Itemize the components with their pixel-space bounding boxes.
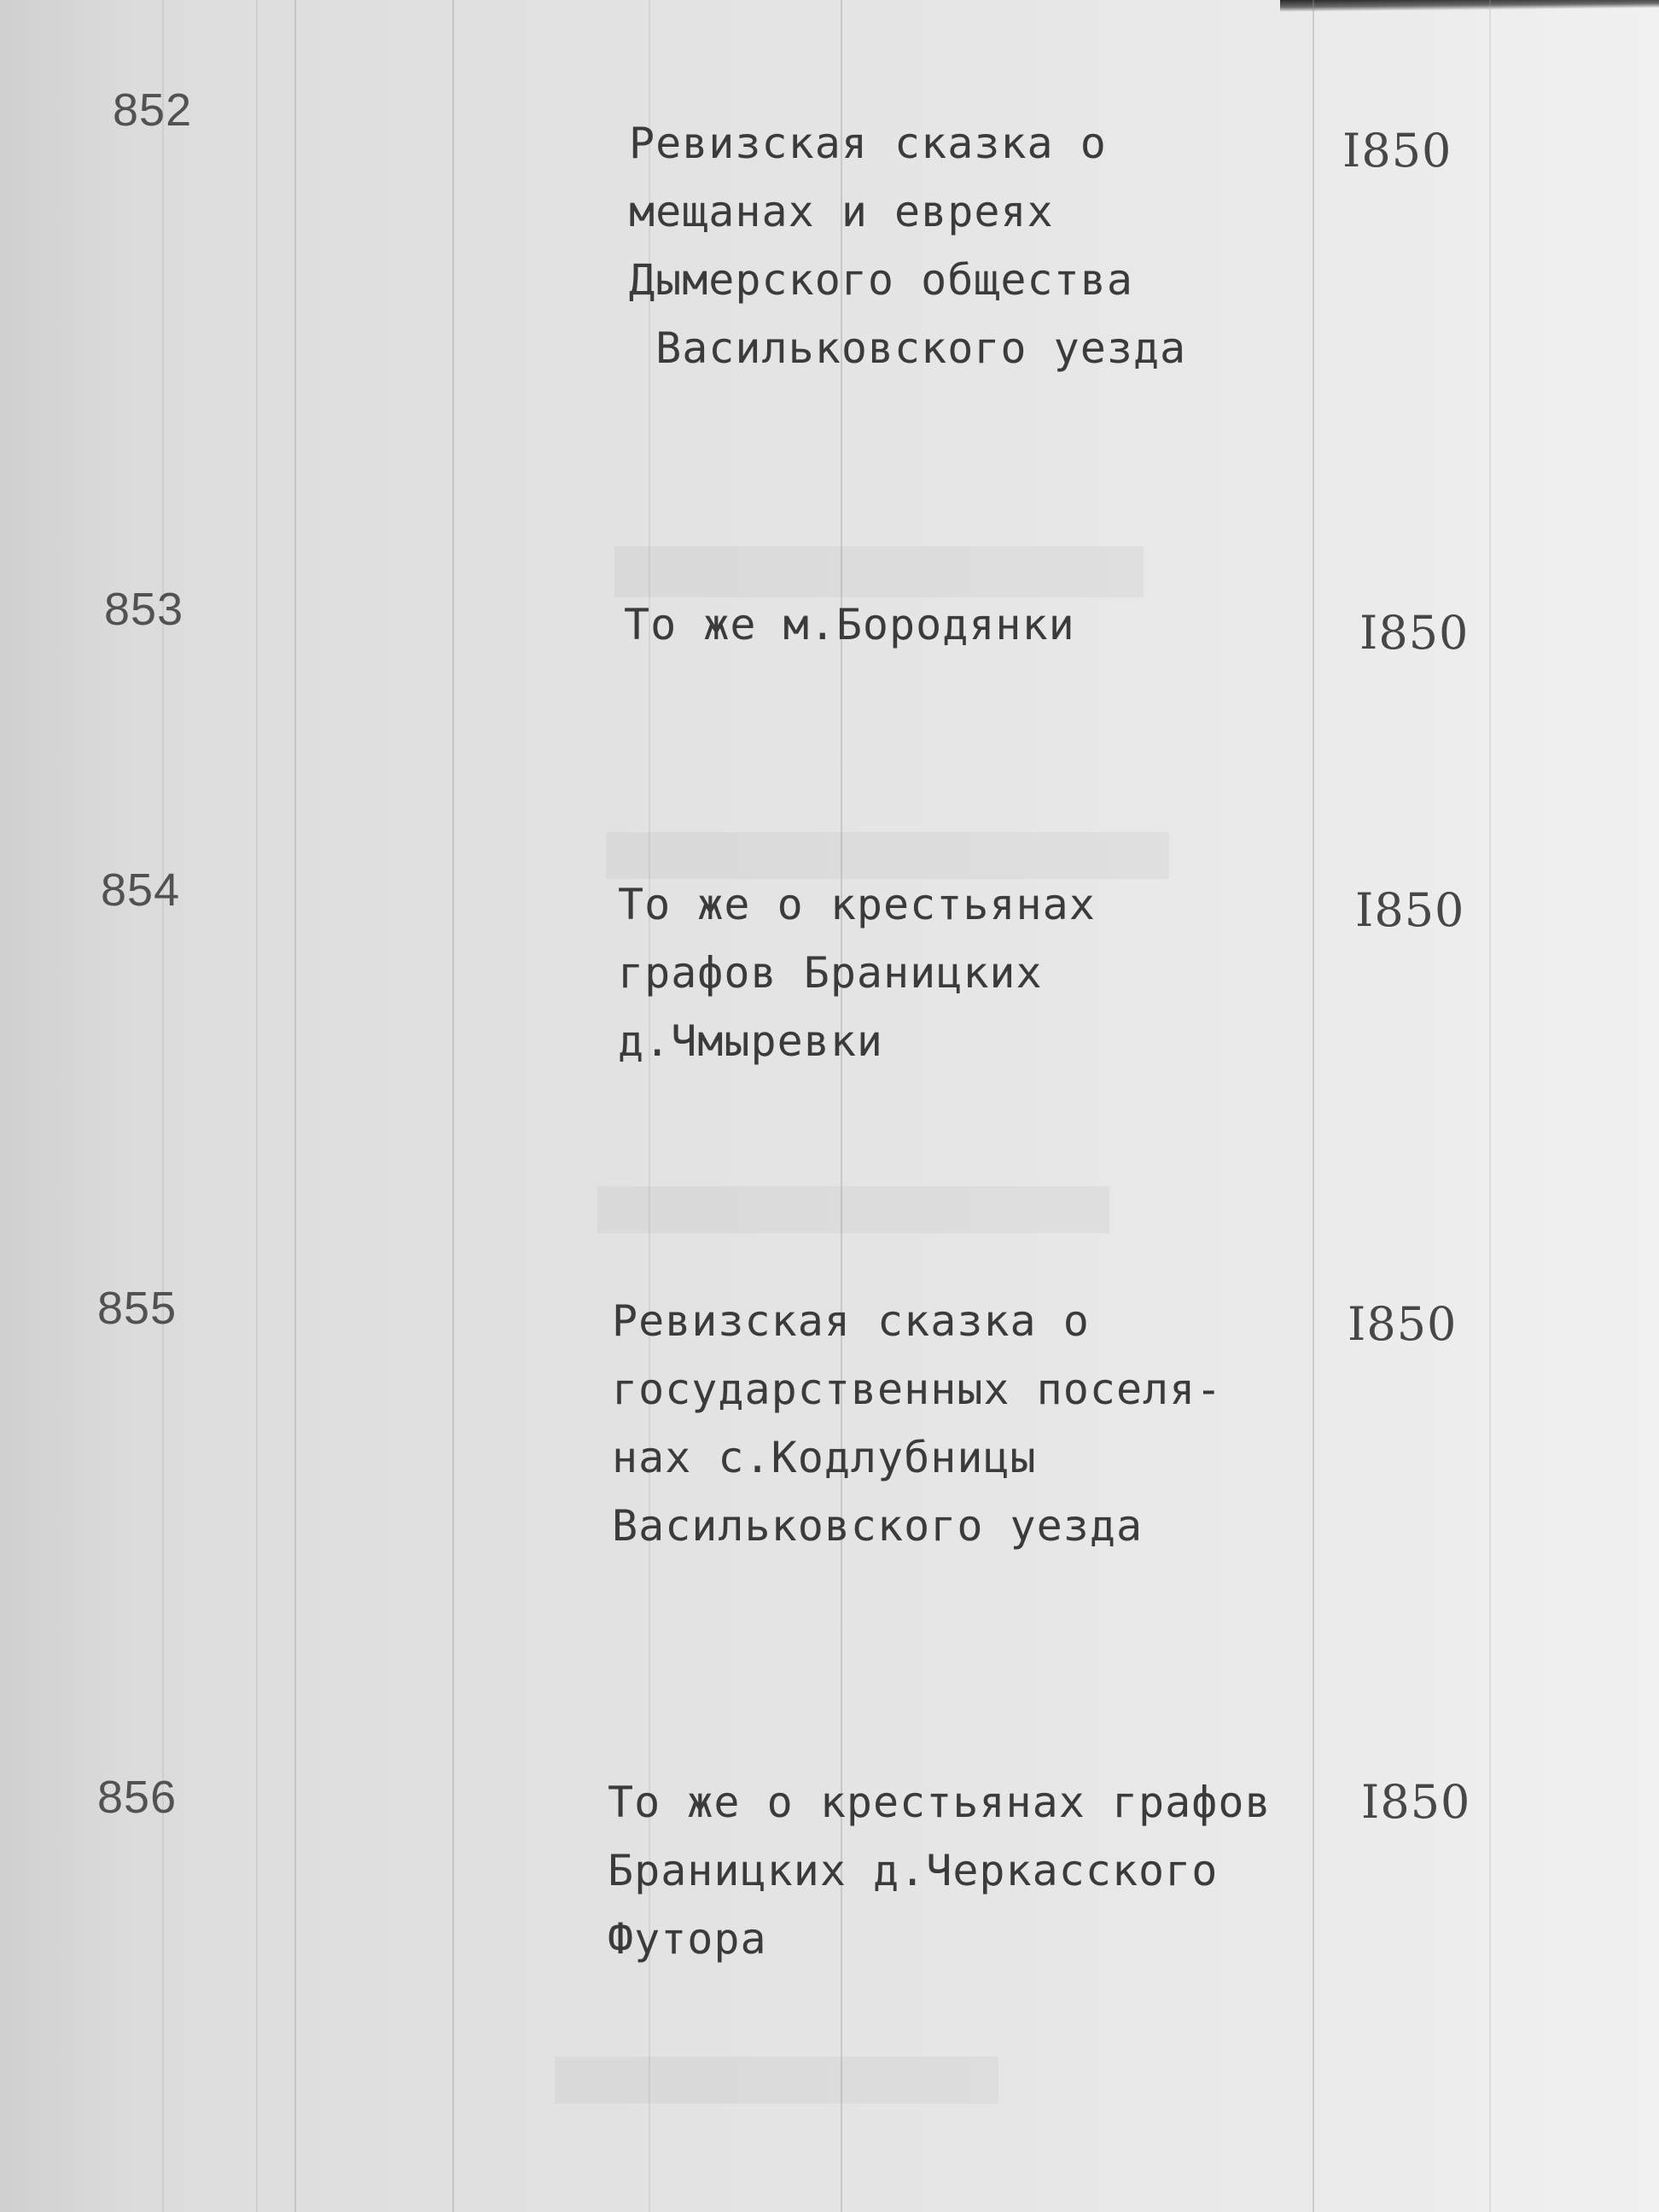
show-through-bleed	[555, 2057, 998, 2104]
description-line: Васильковского уезда	[629, 323, 1187, 373]
entry-description	[624, 591, 1075, 659]
entry-number: 855	[97, 1283, 178, 1334]
entry-year: I850	[1348, 1297, 1458, 1351]
description-line: Васильковского уезда	[612, 1501, 1144, 1551]
description-line: д.Чмыревки	[618, 1016, 884, 1066]
entry-description	[629, 109, 1186, 382]
column-rule	[1313, 0, 1314, 2212]
description-line: Ревизская сказка о	[629, 119, 1107, 168]
column-rule	[162, 0, 164, 2212]
entry-year: I850	[1342, 124, 1452, 178]
entry-year: I850	[1355, 883, 1465, 937]
description-line: Браницких д.Черкасского	[608, 1846, 1219, 1895]
description-line: Дымерского общества	[629, 255, 1133, 305]
entry-year: I850	[1359, 606, 1470, 660]
description-line: государственных поселя-	[612, 1365, 1223, 1414]
column-rule	[256, 0, 258, 2212]
scan-top-edge-shadow	[1280, 0, 1659, 12]
entry-description	[618, 870, 1096, 1075]
entry-number: 854	[101, 864, 181, 916]
entry-year: I850	[1361, 1775, 1471, 1829]
show-through-bleed	[597, 1186, 1109, 1233]
description-line: Футора	[608, 1914, 767, 1964]
description-line: Ревизская сказка о	[612, 1296, 1090, 1346]
show-through-bleed	[614, 546, 1144, 597]
description-line: То же о крестьянах графов	[608, 1778, 1272, 1827]
entry-number: 853	[104, 584, 184, 635]
description-line: То же о крестьянах	[618, 880, 1096, 929]
description-line: нах с.Кодлубницы	[612, 1433, 1037, 1482]
description-line: То же м.Бородянки	[624, 600, 1075, 649]
entry-number: 852	[113, 84, 193, 136]
entry-description	[612, 1287, 1222, 1560]
column-rule	[452, 0, 454, 2212]
column-rule	[1489, 0, 1491, 2212]
entry-description	[608, 1768, 1272, 1973]
entry-number: 856	[97, 1772, 178, 1823]
description-line: графов Браницких	[618, 948, 1043, 998]
description-line: мещанах и евреях	[629, 187, 1054, 236]
column-rule	[294, 0, 296, 2212]
